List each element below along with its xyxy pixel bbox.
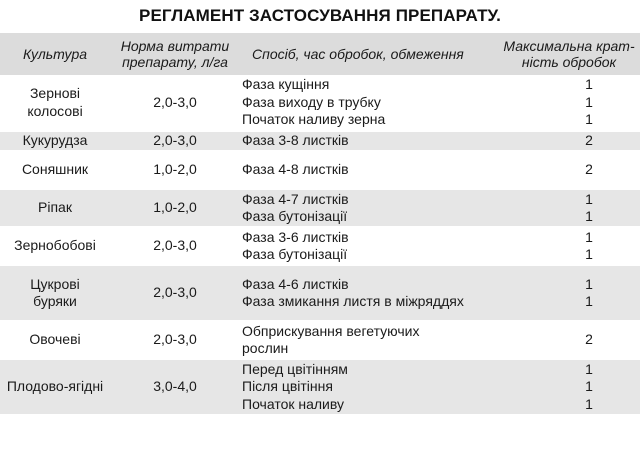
method-line: Фаза змикання листя в міжряддях <box>242 293 464 309</box>
method-line: Фаза 4-7 листків <box>242 190 349 207</box>
page-title: РЕГЛАМЕНТ ЗАСТОСУВАННЯ ПРЕПАРАТУ. <box>139 6 501 25</box>
crop-cell <box>0 151 110 189</box>
method-line: Початок наливу зерна <box>242 111 386 128</box>
method-cell <box>240 151 498 189</box>
table-row <box>0 75 640 131</box>
header-row <box>0 33 640 75</box>
method-line: Фаза 4-8 листків <box>242 161 349 178</box>
crop-line: Цукрові <box>30 275 80 292</box>
header-rate-line: Норма витрати <box>120 38 230 54</box>
crop-cell <box>0 265 110 321</box>
table-header <box>0 33 640 75</box>
multiplicity-value: 1 <box>585 246 593 262</box>
crop-line: Соняшник <box>21 161 89 178</box>
header-multiplicity <box>498 33 640 75</box>
rate-cell: 2,0-3,0 <box>110 131 240 151</box>
multiplicity-value: 1 <box>585 208 593 224</box>
rate-cell: 2,0-3,0 <box>110 265 240 321</box>
crop-cell <box>0 75 110 131</box>
table-row <box>0 227 640 265</box>
method-line: Фаза 3-8 листків <box>242 132 349 149</box>
multiplicity-value: 1 <box>585 111 593 128</box>
crop-cell <box>0 131 110 151</box>
multiplicity-value: 1 <box>585 93 593 110</box>
multiplicity-cell <box>498 151 640 189</box>
table-row <box>0 189 640 227</box>
method-line: Обприскування вегетуючих <box>242 322 420 339</box>
rate-cell: 1,0-2,0 <box>110 189 240 227</box>
method-line: Перед цвітінням <box>242 360 348 377</box>
header-crop: Культура <box>0 33 110 75</box>
method-cell <box>240 189 498 227</box>
crop-cell <box>0 321 110 359</box>
method-line: Фаза бутонізації <box>242 246 348 262</box>
method-line: Фаза 4-6 листків <box>242 275 349 292</box>
multiplicity-value: 2 <box>585 132 593 149</box>
multiplicity-value: 1 <box>585 395 593 412</box>
multiplicity-value: 1 <box>585 76 593 93</box>
table-row <box>0 131 640 151</box>
table-row <box>0 359 640 415</box>
method-line: Фаза бутонізації <box>242 208 348 224</box>
rate-cell: 2,0-3,0 <box>110 321 240 359</box>
crop-cell <box>0 227 110 265</box>
crop-line: Зернобобові <box>14 237 96 254</box>
header-rate <box>110 33 240 75</box>
table-row <box>0 151 640 189</box>
rate-cell: 2,0-3,0 <box>110 227 240 265</box>
method-line: Фаза кущіння <box>242 76 330 93</box>
method-line: Після цвітіння <box>242 378 333 395</box>
rate-cell: 1,0-2,0 <box>110 151 240 189</box>
header-method: Спосіб, час обробок, обмеження <box>240 33 498 75</box>
header-rate-line: препарату, л/га <box>122 54 228 70</box>
multiplicity-cell <box>498 227 640 265</box>
multiplicity-value: 1 <box>585 378 593 395</box>
multiplicity-cell <box>498 131 640 151</box>
table-row <box>0 265 640 321</box>
crop-cell <box>0 359 110 415</box>
multiplicity-value: 2 <box>585 331 593 348</box>
method-line: Початок наливу <box>242 395 345 412</box>
multiplicity-value: 2 <box>585 161 593 178</box>
crop-line: Кукурудза <box>22 132 88 149</box>
crop-line: Овочеві <box>29 331 81 348</box>
multiplicity-value: 1 <box>585 275 593 292</box>
method-cell <box>240 265 498 321</box>
method-cell <box>240 321 498 359</box>
multiplicity-cell <box>498 75 640 131</box>
multiplicity-value: 1 <box>585 228 593 245</box>
method-cell <box>240 75 498 131</box>
multiplicity-value: 1 <box>585 293 593 309</box>
method-line: Фаза 3-6 листків <box>242 228 349 245</box>
table-body <box>0 75 640 415</box>
rate-cell: 2,0-3,0 <box>110 75 240 131</box>
rate-cell: 3,0-4,0 <box>110 359 240 415</box>
crop-cell <box>0 189 110 227</box>
method-line: Фаза виходу в трубку <box>242 93 381 110</box>
method-line: рослин <box>242 340 289 356</box>
table-row <box>0 321 640 359</box>
crop-line: Ріпак <box>38 199 72 216</box>
crop-line: Зернові <box>29 85 81 101</box>
crop-line: колосові <box>27 102 83 119</box>
method-cell <box>240 227 498 265</box>
crop-line: буряки <box>33 293 77 309</box>
regulation-table <box>0 33 640 416</box>
multiplicity-value: 1 <box>585 360 593 377</box>
multiplicity-cell <box>498 189 640 227</box>
multiplicity-cell <box>498 321 640 359</box>
crop-line: Плодово-ягідні <box>6 378 104 395</box>
header-multiplicity-line: ність обробок <box>521 54 617 70</box>
method-cell <box>240 131 498 151</box>
multiplicity-value: 1 <box>585 190 593 207</box>
multiplicity-cell <box>498 265 640 321</box>
header-multiplicity-line: Максимальна крат- <box>503 38 635 54</box>
multiplicity-cell <box>498 359 640 415</box>
method-cell <box>240 359 498 415</box>
